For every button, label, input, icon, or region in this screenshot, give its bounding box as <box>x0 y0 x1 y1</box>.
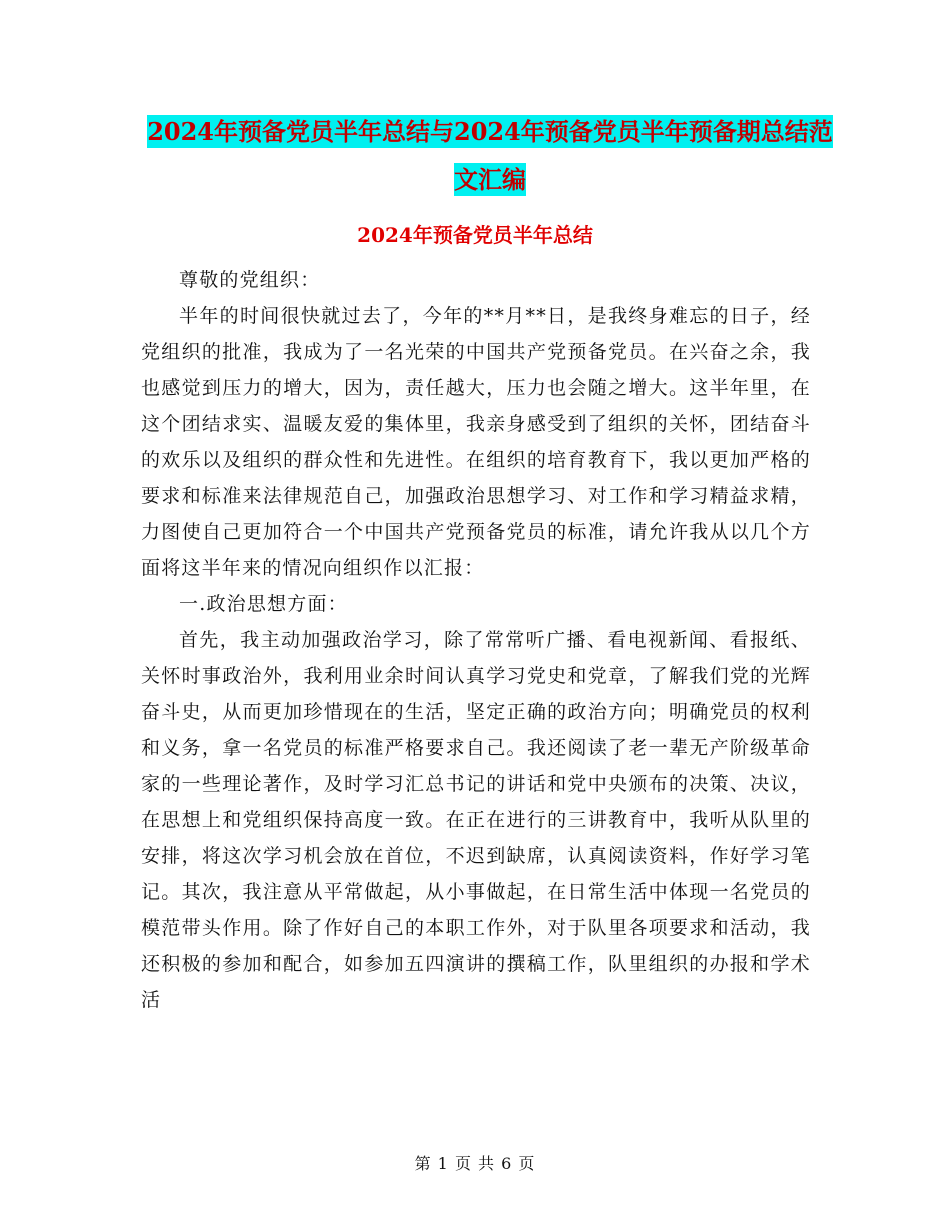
footer-total-pages: 6 <box>501 1154 513 1173</box>
paragraph-intro: 半年的时间很快就过去了，今年的**月**日，是我终身难忘的日子，经党组织的批准，我成为了一名光荣的中国共产党预备党员。在兴奋之余，我也感觉到压力的增大，因为，责任越大，压力也会随之增大。这半年里，在这个团结求实、温暖友爱的集体里，我亲身感受到了组织的关怀，团结奋斗的欢乐以及组织的群众性和先进性。在组织的培育教育下，我以更加严格的要求和标准来法律规范自己，加强政治思想学习、对工作和学习精益求精，力图使自己更加符合一个中国共产党预备党员的标准，请允许我从以几个方面将这半年来的情况向组织作以汇报： <box>141 305 811 579</box>
document-title-text: 2024年预备党员半年总结与2024年预备党员半年预备期总结范文汇编 <box>147 117 833 194</box>
page-footer <box>0 1154 950 1174</box>
section-title: 2024年预备党员半年总结 <box>357 223 593 247</box>
footer-prefix: 第 <box>414 1154 432 1173</box>
document-body <box>141 262 811 1018</box>
document-title <box>140 108 840 204</box>
footer-suffix: 页 <box>518 1154 536 1173</box>
salutation: 尊敬的党组织： <box>179 269 321 291</box>
subheading-political: 一.政治思想方面： <box>179 593 348 615</box>
footer-current-page: 1 <box>437 1154 449 1173</box>
footer-mid: 页 共 <box>454 1154 496 1173</box>
paragraph-political: 首先，我主动加强政治学习，除了常常听广播、看电视新闻、看报纸、关怀时事政治外，我利用业余时间认真学习党史和党章，了解我们党的光辉奋斗史，从而更加珍惜现在的生活，坚定正确的政治方向；明确党员的权利和义务，拿一名党员的标准严格要求自己。我还阅读了老一辈无产阶级革命家的一些理论著作，及时学习汇总书记的讲话和党中央颁布的决策、决议，在思想上和党组织保持高度一致。在正在进行的三讲教育中，我听从队里的安排，将这次学习机会放在首位，不迟到缺席，认真阅读资料，作好学习笔记。其次，我注意从平常做起，从小事做起，在日常生活中体现一名党员的模范带头作用。除了作好自己的本职工作外，对于队里各项要求和活动，我还积极的参加和配合，如参加五四演讲的撰稿工作，队里组织的办报和学术活 <box>141 629 811 1011</box>
